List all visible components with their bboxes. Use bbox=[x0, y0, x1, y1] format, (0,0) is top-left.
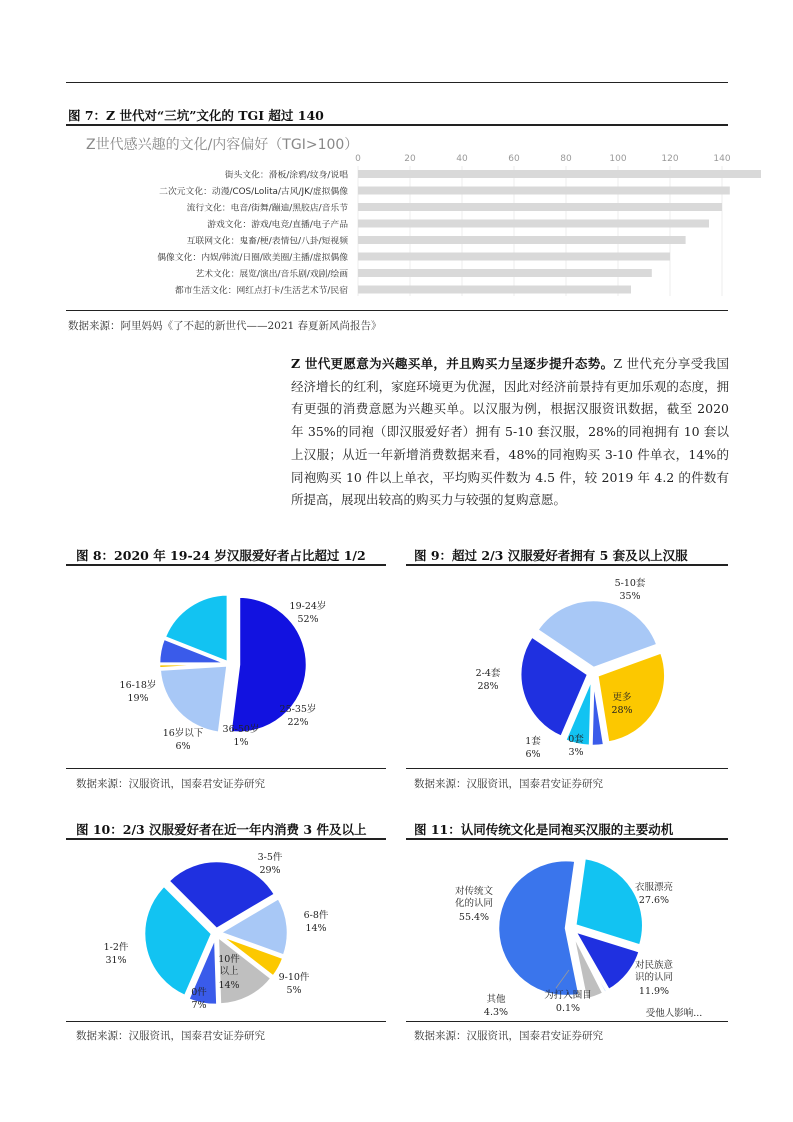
paragraph-lead: Z 世代更愿意为兴趣买单，并且购买力呈逐步提升态势。 bbox=[291, 356, 614, 371]
figure-7-subtitle: Z世代感兴趣的文化/内容偏好（TGI>100） bbox=[86, 137, 359, 153]
category-label: 流行文化：电音/街舞/蹦迪/黑胶店/音乐节 bbox=[186, 203, 348, 214]
category-label: 艺术文化：展览/演出/音乐剧/戏剧/绘画 bbox=[195, 269, 348, 280]
slice-label-line: 衣服漂亮 bbox=[634, 882, 674, 893]
x-tick-label: 120 bbox=[661, 154, 679, 164]
slice-value: 19% bbox=[127, 693, 149, 704]
figure-8-bottom-rule bbox=[66, 768, 386, 769]
slice-label: 16岁以下 bbox=[162, 728, 204, 739]
body-paragraph bbox=[291, 353, 729, 512]
figure-11-source: 数据来源：汉服资讯，国泰君安证券研究 bbox=[414, 1030, 603, 1042]
slice-value: 6% bbox=[525, 749, 541, 760]
bar bbox=[358, 269, 652, 277]
slice-value: 0.1% bbox=[555, 1003, 581, 1014]
slice-label-line: 10件 bbox=[218, 954, 240, 965]
slice-value: 55.4% bbox=[458, 912, 490, 923]
slice-value: 35% bbox=[619, 591, 641, 602]
figure-8-source: 数据来源：汉服资讯，国泰君安证券研究 bbox=[76, 778, 265, 790]
category-label: 互联网文化：鬼畜/梗/表情包/八卦/短视频 bbox=[186, 236, 348, 247]
slice-label: 0套 bbox=[568, 734, 584, 745]
slice-value: 11.9% bbox=[638, 986, 670, 997]
slice-label-line: 化的认同 bbox=[454, 898, 494, 909]
slice-value: 6% bbox=[175, 741, 191, 752]
slice-label-line: 识的认同 bbox=[634, 972, 674, 983]
paragraph-body: Z 世代充分享受我国经济增长的红利，家庭环境更为优渥，因此对经济前景持有更加乐观的态度，拥有更强的消费意愿为兴趣买单。以汉服为例，根据汉服资讯数据，截至 2020 年 35%的同袍（即汉服爱好者）拥有 5-10 套汉服，28%的同袍拥有 10 套以上汉服；从近一年新增消费数据来看，48%的同袍购买 3-10 件单衣，14%的同袍购买 10 件以上单衣，平均购买件数为 4.5 件，较 2019 年 4.2 的件数有所提高，展现出较高的购买力与较强的复购意愿。 bbox=[291, 356, 729, 508]
figure-9-source: 数据来源：汉服资讯，国泰君安证券研究 bbox=[414, 778, 603, 790]
figure-10-bottom-rule bbox=[66, 1021, 386, 1022]
slice-label: 0件 bbox=[191, 987, 207, 998]
category-label: 都市生活文化：网红点打卡/生活艺术节/民宿 bbox=[174, 286, 348, 296]
bar bbox=[358, 170, 761, 178]
slice-label: 16-18岁 bbox=[119, 680, 157, 691]
figure-10-pie-chart bbox=[66, 840, 386, 1020]
slice-label: 5-10套 bbox=[614, 578, 646, 589]
slice-value: 4.3% bbox=[483, 1007, 509, 1018]
slice-label-line: 对民族意 bbox=[634, 960, 674, 971]
pie-slice bbox=[160, 665, 228, 732]
figure-10-source: 数据来源：汉服资讯，国泰君安证券研究 bbox=[76, 1030, 265, 1042]
figure-11-pie-chart bbox=[406, 840, 728, 1020]
slice-value: 5% bbox=[286, 985, 302, 996]
slice-label: 9-10件 bbox=[278, 972, 310, 983]
slice-value: 3% bbox=[568, 747, 584, 758]
pie-slice bbox=[498, 860, 579, 996]
bar bbox=[358, 236, 686, 244]
slice-value: 14% bbox=[305, 923, 327, 934]
category-label: 游戏文化：游戏/电竞/直播/电子产品 bbox=[207, 220, 348, 230]
figure-9-title: 图 9：超过 2/3 汉服爱好者拥有 5 套及以上汉服 bbox=[414, 548, 688, 563]
x-tick-label: 100 bbox=[609, 154, 627, 164]
slice-label: 36-50岁 bbox=[222, 724, 260, 735]
category-label: 偶像文化：内娱/韩流/日圈/欧美圈/主播/虚拟偶像 bbox=[157, 253, 348, 263]
figure-7-title: 图 7：Z 世代对“三坑”文化的 TGI 超过 140 bbox=[68, 108, 324, 123]
slice-label-line: 为打入圈目 bbox=[544, 990, 592, 1001]
slice-label: 19-24岁 bbox=[289, 601, 327, 612]
figure-8-title: 图 8：2020 年 19-24 岁汉服爱好者占比超过 1/2 bbox=[76, 548, 366, 563]
slice-label: 6-8件 bbox=[303, 910, 329, 921]
slice-label: 1套 bbox=[525, 736, 541, 747]
slice-value: 29% bbox=[259, 865, 281, 876]
slice-value: 27.6% bbox=[638, 895, 670, 906]
x-tick-label: 40 bbox=[456, 154, 468, 164]
header-rule bbox=[66, 82, 728, 83]
x-tick-label: 80 bbox=[560, 154, 572, 164]
bar bbox=[358, 187, 730, 195]
slice-value: 22% bbox=[287, 717, 309, 728]
pie-slice bbox=[575, 858, 643, 946]
slice-label-line: 对传统文 bbox=[454, 886, 494, 897]
figure-10-title: 图 10：2/3 汉服爱好者在近一年内消费 3 件及以上 bbox=[76, 822, 367, 837]
bar bbox=[358, 286, 631, 294]
figure-7-top-rule bbox=[66, 124, 728, 126]
slice-value: 52% bbox=[297, 614, 319, 625]
slice-label: 2-4套 bbox=[475, 668, 501, 679]
category-label: 二次元文化：动漫/COS/Lolita/古风/JK/虚拟偶像 bbox=[159, 187, 348, 197]
bar bbox=[358, 220, 709, 228]
figure-8-pie-chart bbox=[66, 566, 386, 766]
bar bbox=[358, 203, 722, 211]
slice-value: 31% bbox=[105, 955, 127, 966]
slice-value: 28% bbox=[477, 681, 499, 692]
slice-label-line: 受他人影响... bbox=[645, 1008, 703, 1019]
slice-label: 1-2件 bbox=[103, 942, 129, 953]
figure-9-pie-chart bbox=[406, 566, 728, 766]
category-label: 街头文化：滑板/涂鸦/纹身/说唱 bbox=[224, 170, 348, 181]
figure-7-bottom-rule bbox=[66, 310, 728, 311]
slice-label-line: 其他 bbox=[486, 994, 506, 1005]
figure-7-bar-chart bbox=[66, 148, 731, 302]
bar bbox=[358, 253, 670, 261]
slice-label-line: 以上 bbox=[219, 966, 239, 977]
figure-11-bottom-rule bbox=[406, 1021, 728, 1022]
slice-label: 更多 bbox=[612, 692, 632, 703]
slice-value: 14% bbox=[218, 980, 240, 991]
x-tick-label: 0 bbox=[355, 154, 361, 164]
x-tick-label: 60 bbox=[508, 154, 520, 164]
slice-label: 25-35岁 bbox=[279, 704, 317, 715]
x-tick-label: 140 bbox=[713, 154, 731, 164]
slice-label: 3-5件 bbox=[257, 852, 283, 863]
x-tick-label: 20 bbox=[404, 154, 416, 164]
slice-value: 28% bbox=[611, 705, 633, 716]
figure-9-bottom-rule bbox=[406, 768, 728, 769]
slice-value: 7% bbox=[191, 1000, 207, 1011]
figure-7-source: 数据来源：阿里妈妈《了不起的新世代——2021 春夏新风尚报告》 bbox=[68, 320, 382, 332]
slice-value: 1% bbox=[233, 737, 249, 748]
figure-11-title: 图 11：认同传统文化是同袍买汉服的主要动机 bbox=[414, 822, 674, 837]
